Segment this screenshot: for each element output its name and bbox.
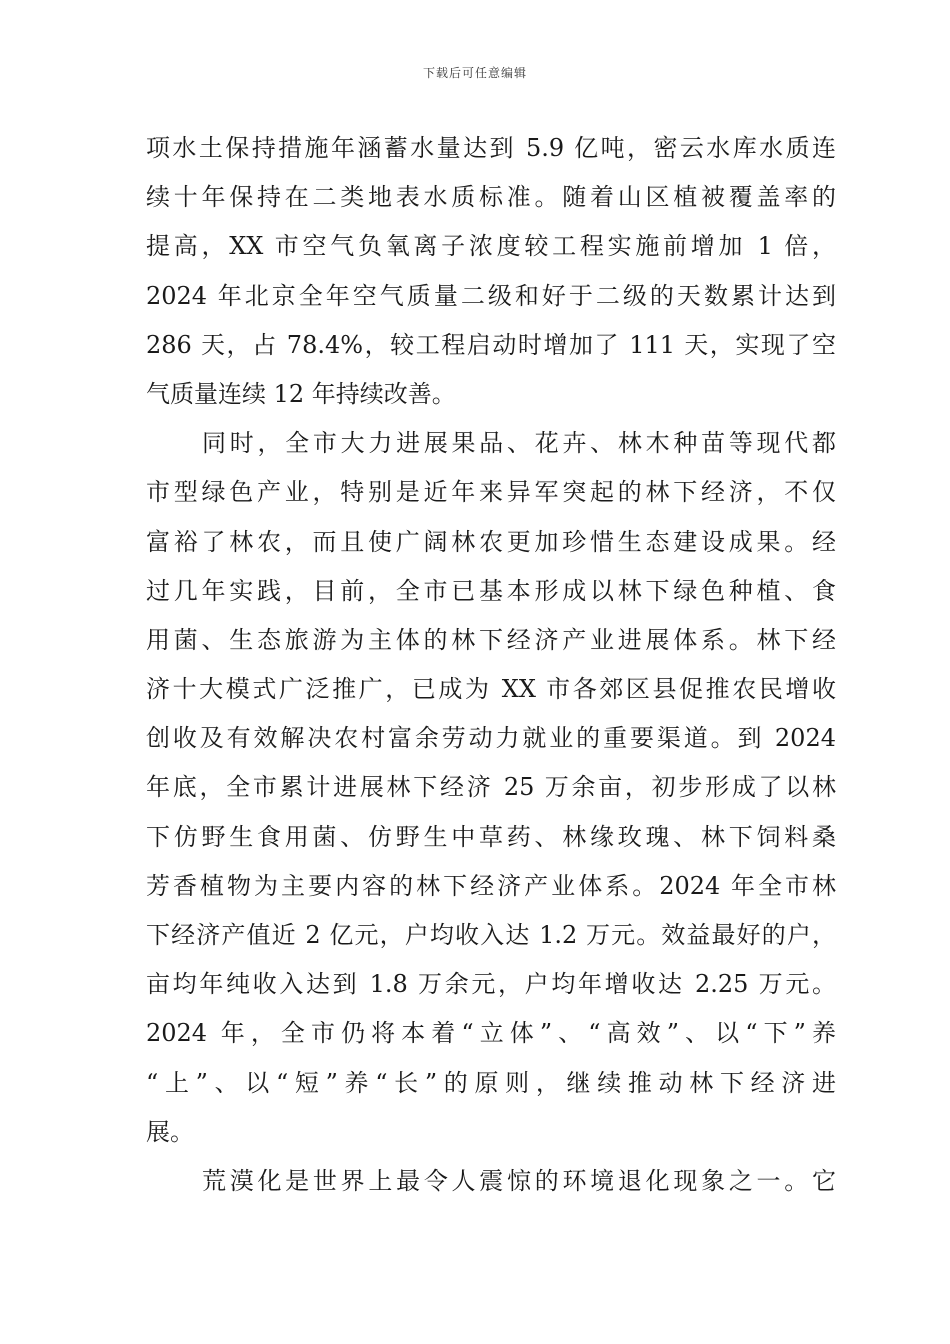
document-body [146,124,836,1206]
text-line: 济十大模式广泛推广，已成为 XX 市各郊区县促推农民增收 [146,675,836,704]
text-line: 市型绿色产业，特别是近年来异军突起的林下经济，不仅 [146,478,836,507]
text-line: 2024 年北京全年空气质量二级和好于二级的天数累计达到 [146,281,836,310]
text-line: 用菌、生态旅游为主体的林下经济产业进展体系。林下经 [146,625,836,654]
paragraph-first-line: 荒漠化是世界上最令人震惊的环境退化现象之一。它 [202,1166,836,1195]
text-line: 286 天，占 78.4%，较工程启动时增加了 111 天，实现了空 [146,330,836,359]
page-header-note: 下载后可任意编辑 [422,66,527,80]
text-line: 过几年实践，目前，全市已基本形成以林下绿色种植、食 [146,576,836,605]
text-line: 下仿野生食用菌、仿野生中草药、林缘玫瑰、林下饲料桑 [146,822,836,851]
text-line: 续十年保持在二类地表水质标准。随着山区植被覆盖率的 [146,183,836,212]
text-line: 项水土保持措施年涵蓄水量达到 5.9 亿吨，密云水库水质连 [146,134,836,162]
text-line: 亩均年纯收入达到 1.8 万余元，户均年增收达 2.25 万元。 [146,970,836,999]
text-line: 富裕了林农，而且使广阔林农更加珍惜生态建设成果。经 [146,527,836,556]
text-line: 2024 年，全市仍将本着“立体”、“高效”、以“下”养 [146,1019,836,1048]
paragraph-first-line: 同时，全市大力进展果品、花卉、林木种苗等现代都 [202,429,836,458]
text-line: 创收及有效解决农村富余劳动力就业的重要渠道。到 2024 [146,724,836,753]
text-line: 展。 [146,1117,194,1146]
text-line: 气质量连续 12 年持续改善。 [146,379,456,408]
text-line: 下经济产值近 2 亿元，户均收入达 1.2 万元。效益最好的户， [146,921,836,949]
text-line: “上”、以“短”养“长”的原则，继续推动林下经济进 [146,1068,836,1097]
text-line: 年底，全市累计进展林下经济 25 万余亩，初步形成了以林 [146,773,836,802]
text-line: 芳香植物为主要内容的林下经济产业体系。2024 年全市林 [146,871,836,900]
text-line: 提高，XX 市空气负氧离子浓度较工程实施前增加 1 倍， [146,232,836,261]
